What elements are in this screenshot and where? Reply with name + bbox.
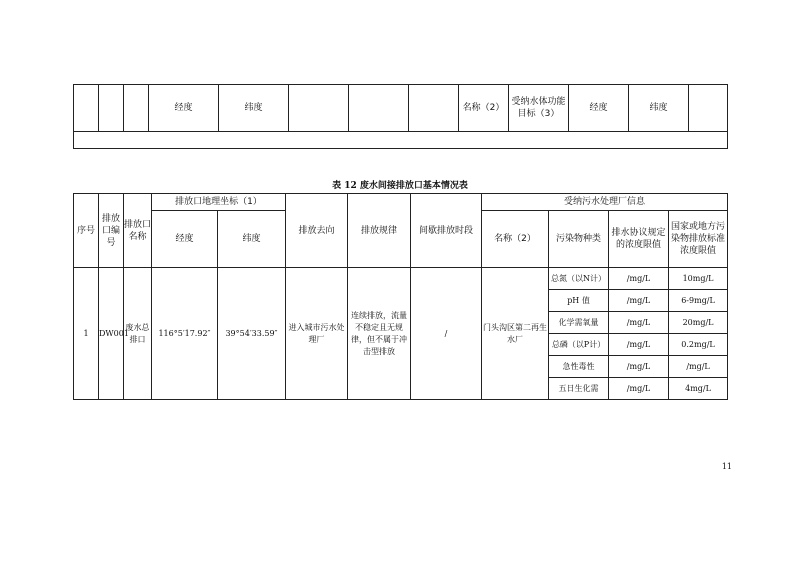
cell-agreed-limit: /mg/L — [609, 290, 669, 312]
header-geo-coords: 排放口地理坐标（1） — [152, 194, 286, 211]
cell-agreed-limit: /mg/L — [609, 268, 669, 290]
cell-empty — [99, 85, 124, 132]
cell-outlet-name: 废水总排口 — [124, 268, 152, 400]
cell-agreed-limit: /mg/L — [609, 312, 669, 334]
header-longitude: 经度 — [149, 85, 219, 132]
cell-empty — [689, 85, 728, 132]
header-plant-name: 名称（2） — [482, 211, 549, 268]
cell-empty — [124, 85, 149, 132]
blank-row — [74, 132, 728, 149]
cell-direction: 进入城市污水处理厂 — [286, 268, 348, 400]
cell-standard-limit: /mg/L — [669, 356, 728, 378]
cell-longitude: 116°5′17.92″ — [152, 268, 218, 400]
cell-standard-limit: 6-9mg/L — [669, 290, 728, 312]
cell-pollutant: pH 值 — [549, 290, 609, 312]
header-outlet-name: 排放口名称 — [124, 194, 152, 268]
cell-standard-limit: 4mg/L — [669, 378, 728, 400]
header-longitude: 经度 — [152, 211, 218, 268]
header-name: 名称（2） — [459, 85, 509, 132]
cell-agreed-limit: /mg/L — [609, 334, 669, 356]
cell-empty — [289, 85, 349, 132]
header-water-body-target: 受纳水体功能目标（3） — [509, 85, 569, 132]
cell-latitude: 39°54′33.59″ — [218, 268, 286, 400]
cell-pollutant: 总氮（以N计） — [549, 268, 609, 290]
cell-pollutant: 总磷（以P计） — [549, 334, 609, 356]
cell-empty — [409, 85, 459, 132]
header-seq: 序号 — [74, 194, 99, 268]
header-discharge-pattern: 排放规律 — [348, 194, 411, 268]
header-intermittent-period: 间歇排放时段 — [411, 194, 482, 268]
cell-standard-limit: 20mg/L — [669, 312, 728, 334]
header-outlet-code: 排放口编号 — [99, 194, 124, 268]
cell-empty — [349, 85, 409, 132]
header-agreed-limit: 排水协议规定的浓度限值 — [609, 211, 669, 268]
direct-discharge-table-continued — [73, 84, 728, 149]
header-latitude: 纬度 — [219, 85, 289, 132]
cell-standard-limit: 0.2mg/L — [669, 334, 728, 356]
header-pollutant-type: 污染物种类 — [549, 211, 609, 268]
cell-plant-name: 门头沟区第二再生水厂 — [482, 268, 549, 400]
cell-standard-limit: 10mg/L — [669, 268, 728, 290]
cell-seq: 1 — [74, 268, 99, 400]
cell-pollutant: 五日生化需 — [549, 378, 609, 400]
cell-outlet-code: DW001 — [99, 268, 124, 400]
cell-pollutant: 急性毒性 — [549, 356, 609, 378]
indirect-discharge-table — [73, 193, 728, 400]
header-receiving-plant-info: 受纳污水处理厂信息 — [482, 194, 728, 211]
header-discharge-direction: 排放去向 — [286, 194, 348, 268]
cell-agreed-limit: /mg/L — [609, 378, 669, 400]
cell-agreed-limit: /mg/L — [609, 356, 669, 378]
cell-pattern: 连续排放，流量不稳定且无规律，但不属于冲击型排放 — [348, 268, 411, 400]
header-standard-limit: 国家或地方污染物排放标准浓度限值 — [669, 211, 728, 268]
header-longitude-2: 经度 — [569, 85, 629, 132]
header-latitude: 纬度 — [218, 211, 286, 268]
cell-period: / — [411, 268, 482, 400]
table-caption: 表 12 废水间接排放口基本情况表 — [332, 181, 468, 191]
page-number: 11 — [721, 462, 732, 471]
cell-pollutant: 化学需氧量 — [549, 312, 609, 334]
cell-empty — [74, 85, 99, 132]
header-latitude-2: 纬度 — [629, 85, 689, 132]
